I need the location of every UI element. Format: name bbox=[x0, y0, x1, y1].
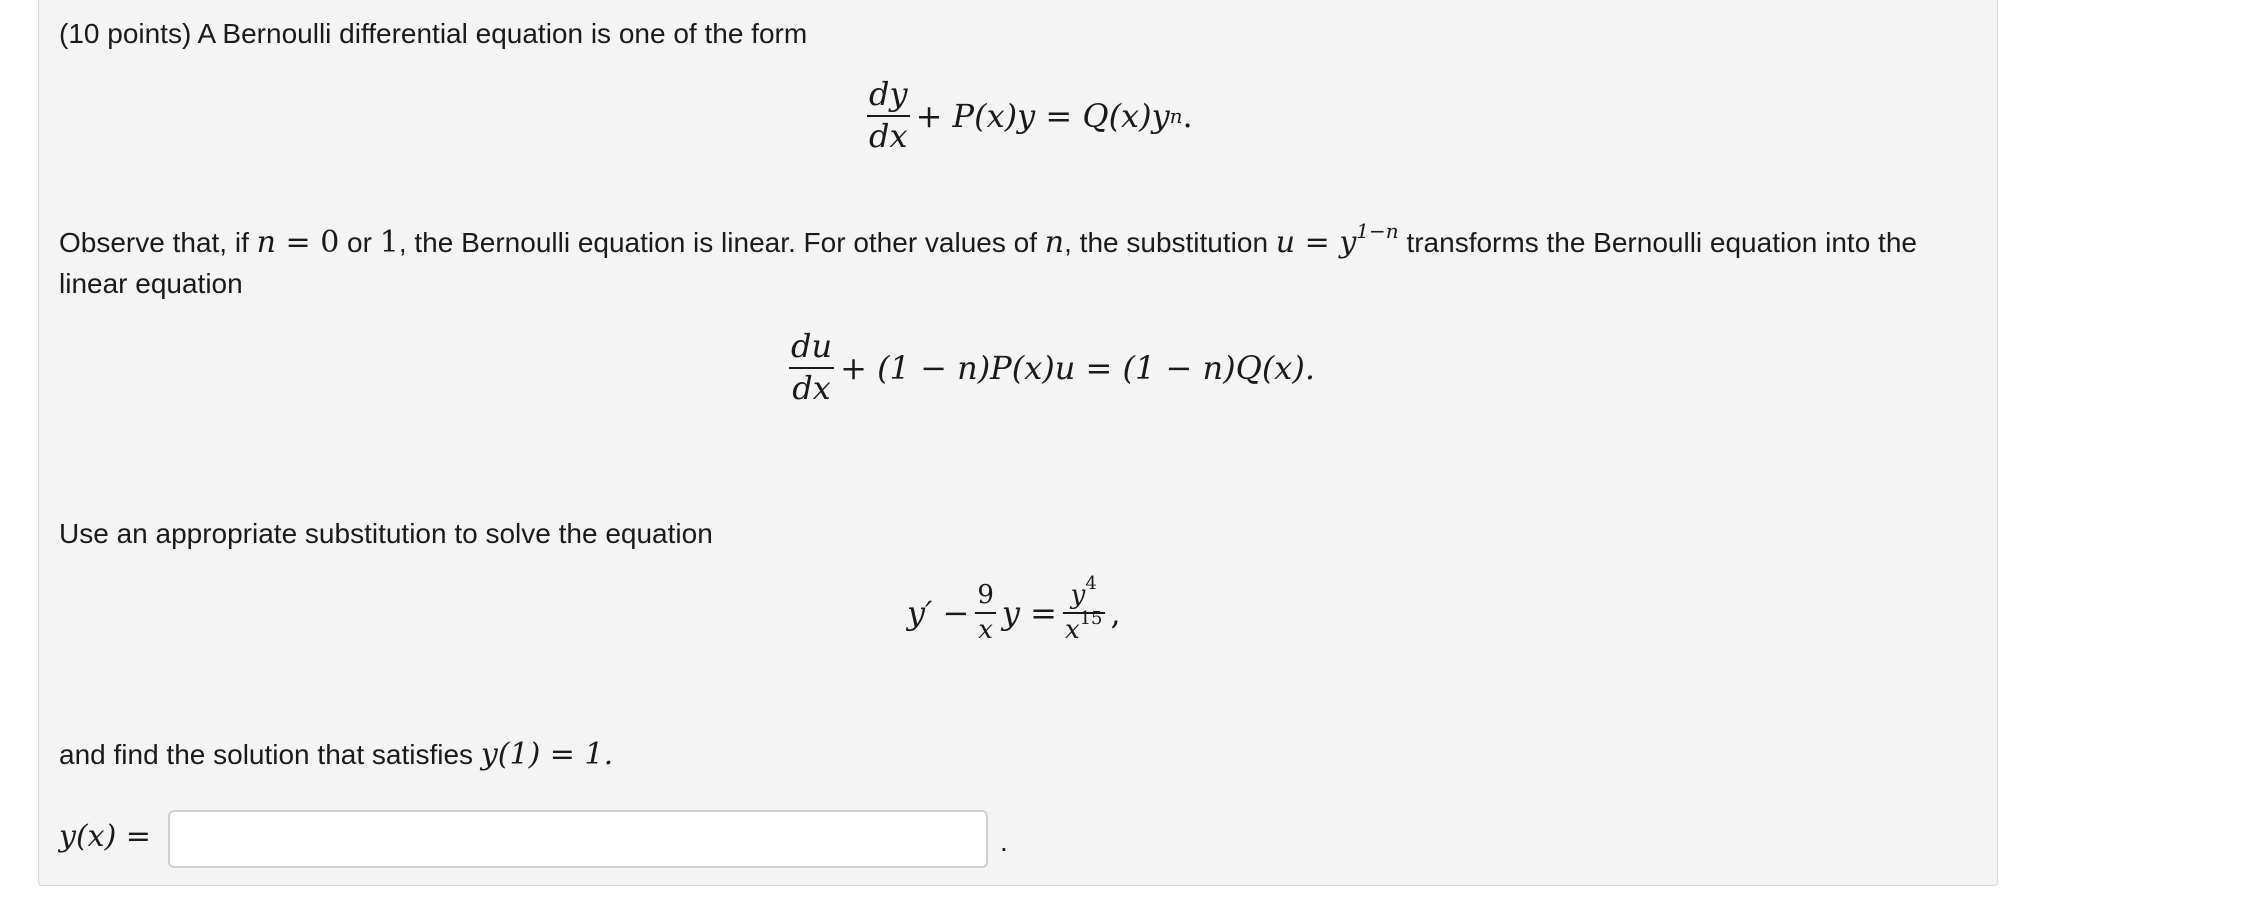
dy-dx-fraction: $\frac{dy}{dx}$ bbox=[869, 75, 908, 155]
answer-input[interactable] bbox=[168, 810, 988, 868]
bernoulli-equation: $\frac{dy}{dx}$ + P(x)y = Q(x)y n . bbox=[869, 75, 1193, 155]
intro-text: (10 points) A Bernoulli differential equation is one of the form bbox=[59, 18, 808, 49]
observe-text-line2: linear equation bbox=[59, 268, 243, 299]
question-panel bbox=[38, 0, 1998, 886]
initial-condition-math: y(1) = 1. bbox=[480, 737, 614, 772]
y4-over-x15-fraction: $\frac{y^4}{x^{15}}$ bbox=[1064, 573, 1103, 646]
initial-condition-text: and find the solution that satisfies y(1) = 1. bbox=[59, 737, 614, 772]
bernoulli-equation-rhs: + P(x)y = Q(x)y bbox=[915, 96, 1170, 135]
nine-over-x-fraction: $\frac{9}{x}$ bbox=[977, 580, 994, 646]
answer-trailing-period: . bbox=[1000, 826, 1008, 857]
observe-text: Observe that, if n = 0 or 1, the Bernoulli equation is linear. For other values of n, the substitution $u = y^{1-n}$ transforms the Bernoulli equation into the bbox=[59, 219, 1917, 260]
target-equation: y′ − $\frac{9}{x}$ y = $\frac{y^4}{x^{15}}$ , bbox=[907, 573, 1121, 646]
linear-equation-rhs: + (1 − n)P(x)u = (1 − n)Q(x). bbox=[840, 348, 1315, 387]
answer-label: y(x) = bbox=[59, 819, 151, 854]
use-substitution-text: Use an appropriate substitution to solve the equation bbox=[59, 518, 713, 549]
du-dx-fraction: $\frac{du}{dx}$ bbox=[791, 327, 833, 407]
linear-equation bbox=[783, 327, 1315, 407]
